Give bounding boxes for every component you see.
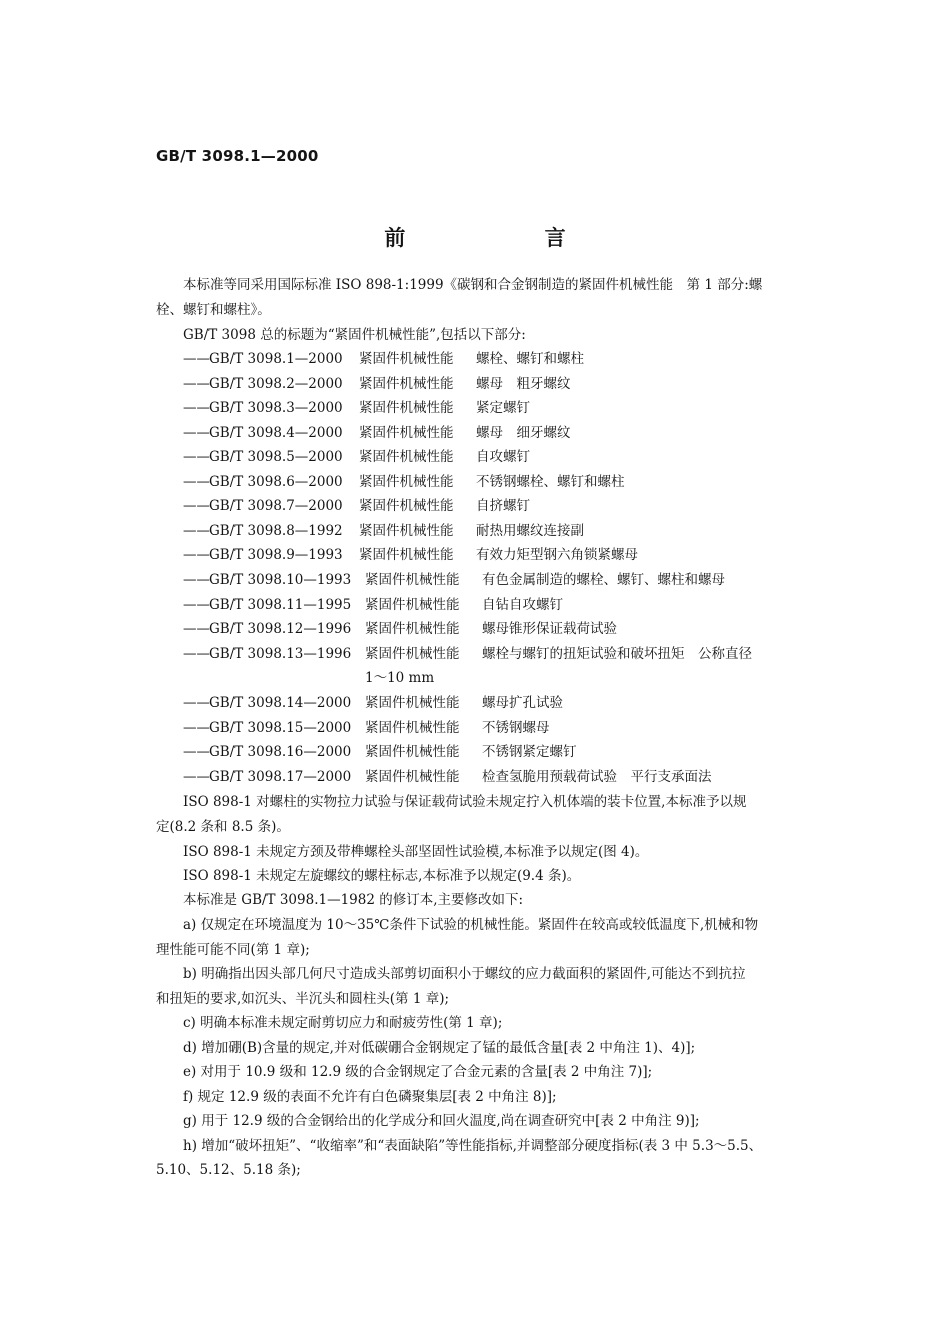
list-dash: —— — [183, 400, 210, 416]
intro-line-3: GB/T 3098 总的标题为“紧固件机械性能”,包括以下部分: — [183, 327, 526, 343]
list-item-title: 紧固件机械性能 — [359, 498, 454, 514]
paragraph-line: 本标准是 GB/T 3098.1—1982 的修订本,主要修改如下: — [183, 892, 524, 908]
list-item-code: GB/T 3098.2—2000 — [209, 376, 343, 392]
list-dash: —— — [183, 474, 210, 490]
list-item-subtitle: 不锈钢紧定螺钉 — [482, 744, 577, 760]
list-item-title: 紧固件机械性能 — [365, 621, 460, 637]
list-dash: —— — [183, 425, 210, 441]
list-item-title: 紧固件机械性能 — [365, 695, 460, 711]
list-item-title: 紧固件机械性能 — [365, 744, 460, 760]
list-item-code: GB/T 3098.15—2000 — [209, 720, 352, 736]
list-item-title: 紧固件机械性能 — [365, 769, 460, 785]
list-item-subtitle: 自钻自攻螺钉 — [482, 597, 563, 613]
list-dash: —— — [183, 720, 210, 736]
list-item-subtitle: 紧定螺钉 — [476, 400, 530, 416]
list-item-code: GB/T 3098.16—2000 — [209, 744, 352, 760]
paragraph-line: 和扭矩的要求,如沉头、半沉头和圆柱头(第 1 章); — [156, 991, 450, 1007]
list-item — [183, 595, 563, 615]
list-dash: —— — [183, 523, 210, 539]
list-item-code: GB/T 3098.5—2000 — [209, 449, 343, 465]
list-item-subtitle: 自攻螺钉 — [476, 449, 530, 465]
paragraph-line: f) 规定 12.9 级的表面不允许有白色磷聚集层[表 2 中角注 8)]; — [183, 1089, 557, 1105]
list-item — [183, 767, 712, 787]
list-item-code: GB/T 3098.7—2000 — [209, 498, 343, 514]
list-dash: —— — [183, 646, 210, 662]
list-item-code: GB/T 3098.14—2000 — [209, 695, 352, 711]
list-dash: —— — [183, 449, 210, 465]
paragraph-line: ISO 898-1 未规定方颈及带榫螺栓头部坚固性试验模,本标准予以规定(图 4)。 — [183, 844, 649, 860]
list-item-subtitle: 自挤螺钉 — [476, 498, 530, 514]
list-item-code: GB/T 3098.9—1993 — [209, 547, 343, 563]
list-item-subtitle: 螺母锥形保证载荷试验 — [482, 621, 617, 637]
paragraph-line: 5.10、5.12、5.18 条); — [156, 1162, 301, 1178]
list-item — [183, 496, 530, 516]
list-item-subtitle: 有效力矩型钢六角锁紧螺母 — [476, 547, 638, 563]
list-item-subtitle: 检查氢脆用预载荷试验 平行支承面法 — [482, 769, 712, 785]
list-item-subtitle: 螺栓、螺钉和螺柱 — [476, 351, 584, 367]
list-dash: —— — [183, 547, 210, 563]
list-dash: —— — [183, 597, 210, 613]
intro-line-1: 本标准等同采用国际标准 ISO 898-1:1999《碳钢和合金钢制造的紧固件机械性能 第 1 部分:螺 — [183, 277, 763, 293]
list-item — [183, 644, 752, 664]
intro-line-2: 栓、螺钉和螺柱》。 — [156, 302, 271, 318]
list-item-title: 紧固件机械性能 — [359, 351, 454, 367]
list-item — [183, 718, 550, 738]
list-item-subtitle: 有色金属制造的螺栓、螺钉、螺柱和螺母 — [482, 572, 725, 588]
list-item — [183, 570, 725, 590]
paragraph-line: 定(8.2 条和 8.5 条)。 — [156, 819, 290, 835]
list-item-title: 紧固件机械性能 — [359, 400, 454, 416]
list-item — [183, 693, 563, 713]
list-item-title: 紧固件机械性能 — [359, 376, 454, 392]
list-item — [183, 423, 571, 443]
list-dash: —— — [183, 769, 210, 785]
list-item-code: GB/T 3098.13—1996 — [209, 646, 352, 662]
list-dash: —— — [183, 351, 210, 367]
list-item-subtitle: 螺栓与螺钉的扭矩试验和破坏扭矩 公称直径 — [482, 646, 752, 662]
list-item-code: GB/T 3098.10—1993 — [209, 572, 352, 588]
list-item-title: 紧固件机械性能 — [365, 646, 460, 662]
list-item-subtitle: 螺母 粗牙螺纹 — [476, 376, 571, 392]
list-item-continuation: 1～10 mm — [365, 670, 435, 686]
list-dash: —— — [183, 744, 210, 760]
list-item — [183, 545, 638, 565]
list-item-subtitle: 螺母 细牙螺纹 — [476, 425, 571, 441]
list-dash: —— — [183, 572, 210, 588]
list-item — [183, 349, 584, 369]
list-item-title: 紧固件机械性能 — [359, 523, 454, 539]
list-item-title: 紧固件机械性能 — [365, 597, 460, 613]
page-title: 前 言 — [384, 226, 632, 250]
list-item-title: 紧固件机械性能 — [359, 474, 454, 490]
list-item-code: GB/T 3098.12—1996 — [209, 621, 352, 637]
standard-number: GB/T 3098.1—2000 — [156, 147, 319, 165]
paragraph-line: a) 仅规定在环境温度为 10～35℃条件下试验的机械性能。紧固件在较高或较低温度下,机械和物 — [183, 917, 759, 933]
list-item-code: GB/T 3098.6—2000 — [209, 474, 343, 490]
list-dash: —— — [183, 376, 210, 392]
list-item-title: 紧固件机械性能 — [359, 449, 454, 465]
list-item — [183, 374, 571, 394]
list-item-code: GB/T 3098.1—2000 — [209, 351, 343, 367]
list-item-subtitle: 螺母扩孔试验 — [482, 695, 563, 711]
list-item-title: 紧固件机械性能 — [365, 572, 460, 588]
paragraph-line: 理性能可能不同(第 1 章); — [156, 942, 310, 958]
list-item-subtitle: 耐热用螺纹连接副 — [476, 523, 584, 539]
paragraph-line: c) 明确本标准未规定耐剪切应力和耐疲劳性(第 1 章); — [183, 1015, 503, 1031]
list-item — [183, 398, 530, 418]
list-item-code: GB/T 3098.8—1992 — [209, 523, 343, 539]
list-dash: —— — [183, 695, 210, 711]
list-item — [183, 742, 577, 762]
list-item — [183, 521, 584, 541]
list-item-subtitle: 不锈钢螺母 — [482, 720, 550, 736]
list-item-code: GB/T 3098.3—2000 — [209, 400, 343, 416]
list-item-title: 紧固件机械性能 — [359, 425, 454, 441]
list-item-code: GB/T 3098.11—1995 — [209, 597, 352, 613]
list-dash: —— — [183, 498, 210, 514]
list-item — [183, 447, 530, 467]
list-item — [183, 619, 617, 639]
list-item-subtitle: 不锈钢螺栓、螺钉和螺柱 — [476, 474, 625, 490]
list-item-title: 紧固件机械性能 — [365, 720, 460, 736]
paragraph-line: b) 明确指出因头部几何尺寸造成头部剪切面积小于螺纹的应力截面积的紧固件,可能达不到抗拉 — [183, 966, 746, 982]
list-item-title: 紧固件机械性能 — [359, 547, 454, 563]
paragraph-line: g) 用于 12.9 级的合金钢给出的化学成分和回火温度,尚在调查研究中[表 2 中角注 9)]; — [183, 1113, 700, 1129]
paragraph-line: d) 增加硼(B)含量的规定,并对低碳硼合金钢规定了锰的最低含量[表 2 中角注 1)、4)]; — [183, 1040, 696, 1056]
paragraph-line: h) 增加“破坏扭矩”、“收缩率”和“表面缺陷”等性能指标,并调整部分硬度指标(表 3 中 5.3～5.5、 — [183, 1138, 763, 1154]
list-item — [183, 472, 625, 492]
paragraph-line: e) 对用于 10.9 级和 12.9 级的合金钢规定了合金元素的含量[表 2 中角注 7)]; — [183, 1064, 653, 1080]
list-dash: —— — [183, 621, 210, 637]
list-item-code: GB/T 3098.4—2000 — [209, 425, 343, 441]
list-item-code: GB/T 3098.17—2000 — [209, 769, 352, 785]
paragraph-line: ISO 898-1 未规定左旋螺纹的螺柱标志,本标准予以规定(9.4 条)。 — [183, 868, 581, 884]
paragraph-line: ISO 898-1 对螺柱的实物拉力试验与保证载荷试验未规定拧入机体端的装卡位置,本标准予以规 — [183, 794, 747, 810]
